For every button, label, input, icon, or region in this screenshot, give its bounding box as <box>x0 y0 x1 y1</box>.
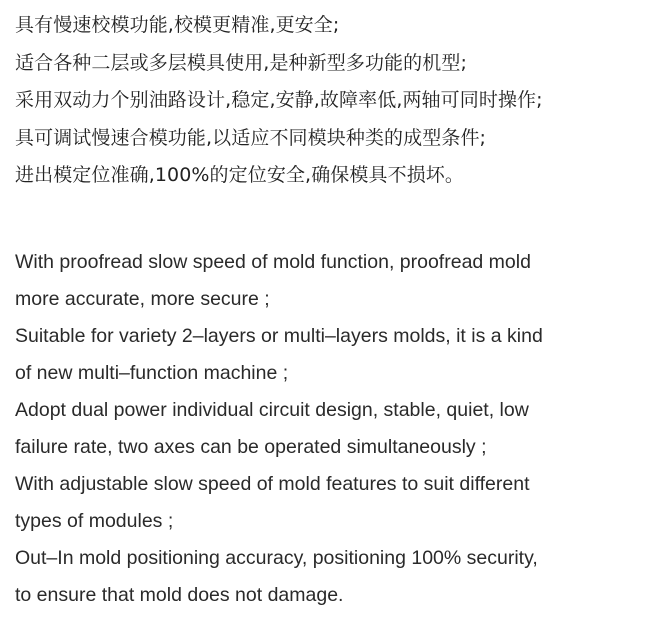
english-line: Out–In mold positioning accuracy, positioning 100% security, <box>15 547 538 569</box>
feature-description <box>15 0 655 606</box>
english-line: types of modules ; <box>15 510 174 532</box>
english-line: to ensure that mold does not damage. <box>15 584 344 606</box>
chinese-line-multilayer-molds: 适合各种二层或多层模具使用,是种新型多功能的机型; <box>15 51 467 74</box>
english-line: With adjustable slow speed of mold features to suit different <box>15 473 530 495</box>
english-feature-list <box>15 244 543 614</box>
english-line: more accurate, more secure ; <box>15 288 270 310</box>
english-line: With proofread slow speed of mold function, proofread mold <box>15 251 531 273</box>
english-line: Adopt dual power individual circuit design, stable, quiet, low <box>15 399 529 421</box>
chinese-line-slow-mold-calibration: 具有慢速校模功能,校模更精准,更安全; <box>15 14 340 36</box>
english-line: of new multi–function machine ; <box>15 362 289 384</box>
english-line: failure rate, two axes can be operated simultaneously ; <box>15 436 487 458</box>
chinese-line-positioning-accuracy: 进出模定位准确,100%的定位安全,确保模具不损坏。 <box>15 164 464 186</box>
english-line: Suitable for variety 2–layers or multi–layers molds, it is a kind <box>15 325 543 347</box>
chinese-feature-list <box>15 0 655 195</box>
chinese-line-adjustable-slow-close: 具可调试慢速合模功能,以适应不同模块种类的成型条件; <box>15 126 487 149</box>
chinese-line-dual-power-circuit: 采用双动力个别油路设计,稳定,安静,故障率低,两轴可同时操作; <box>15 89 543 111</box>
